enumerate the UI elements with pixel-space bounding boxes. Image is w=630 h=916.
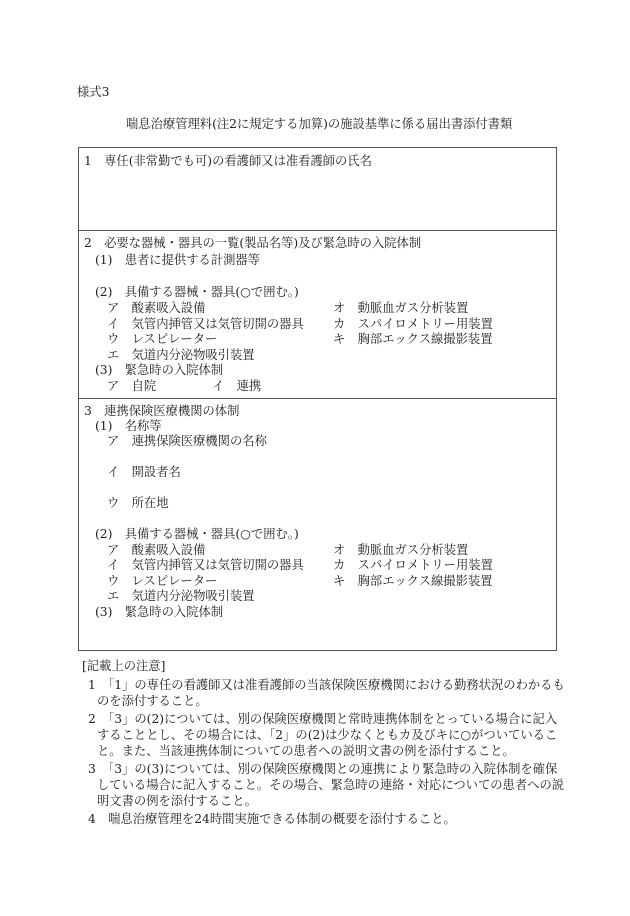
- page-title: 喘息治療管理料(注2に規定する加算)の施設基準に係る届出書添付書類: [126, 117, 513, 131]
- s3-item: カ スパイロメトリー用装置: [333, 558, 493, 572]
- s2-item: オ 動脈血ガス分析装置: [333, 301, 469, 315]
- s3-item: イ 気管内挿管又は気管切開の器具: [107, 558, 304, 572]
- s2-item: キ 胸部エックス線撮影装置: [333, 332, 493, 346]
- section-2-heading: 2 必要な器械・器具の一覧(製品名等)及び緊急時の入院体制: [84, 236, 422, 250]
- s2-option-own: ア 自院: [107, 379, 157, 393]
- section-1-heading: 1 専任(非常勤でも可)の看護師又は准看護師の氏名: [84, 154, 372, 168]
- s3-item: ウ レスピレーター: [107, 574, 218, 588]
- notes-heading: [記載上の注意]: [82, 659, 166, 673]
- section-3-heading: 3 連携保険医療機関の体制: [84, 404, 240, 418]
- s3-item: ア 酸素吸入設備: [107, 543, 206, 557]
- s2-sub1: (1) 患者に提供する計測器等: [95, 253, 260, 267]
- s2-item: ア 酸素吸入設備: [107, 301, 206, 315]
- s3-sub1: (1) 名称等: [95, 419, 162, 433]
- s3-founder: イ 開設者名: [107, 465, 181, 479]
- form-number: 様式3: [77, 85, 110, 99]
- s3-sub3: (3) 緊急時の入院体制: [95, 605, 224, 619]
- s2-item: カ スパイロメトリー用装置: [333, 317, 493, 331]
- note-line: のを添付すること。: [97, 694, 208, 708]
- note-line: 1 「1」の専任の看護師又は准看護師の当該保険医療機関における勤務状況のわかるも: [88, 678, 565, 692]
- note-line: 3 「3」の(3)については、別の保険医療機関との連携により緊急時の入院体制を確保: [88, 762, 558, 776]
- note-line: と。また、当該連携体制についての患者への説明文書の例を添付すること。: [97, 744, 515, 758]
- note-line: 2 「3」の(2)については、別の保険医療機関と常時連携体制をとっている場合に記入: [88, 712, 558, 726]
- s2-option-linked: イ 連携: [212, 379, 262, 393]
- note-line: することとし、その場合には、「2」の(2)は少なくともカ及びキに○がついているこ: [97, 728, 558, 742]
- s3-item: キ 胸部エックス線撮影装置: [333, 574, 493, 588]
- s3-item: オ 動脈血ガス分析装置: [333, 543, 469, 557]
- note-line: 明文書の例を添付すること。: [97, 794, 257, 808]
- s2-sub3: (3) 緊急時の入院体制: [95, 363, 224, 377]
- s2-item: ウ レスピレーター: [107, 332, 218, 346]
- s2-sub2: (2) 具備する器械・器具(○で囲む。): [95, 285, 299, 299]
- note-line: 4 喘息治療管理を24時間実施できる体制の概要を添付すること。: [88, 812, 456, 826]
- note-line: している場合に記入すること。その場合、緊急時の連絡・対応についての患者への説: [97, 778, 565, 792]
- s3-item: エ 気道内分泌物吸引装置: [107, 589, 255, 603]
- s3-name: ア 連携保険医療機関の名称: [107, 434, 267, 448]
- s3-address: ウ 所在地: [107, 496, 169, 510]
- s3-sub2: (2) 具備する器械・器具(○で囲む。): [95, 527, 299, 541]
- s2-item: イ 気管内挿管又は気管切開の器具: [107, 317, 304, 331]
- s2-item: エ 気道内分泌物吸引装置: [107, 348, 255, 362]
